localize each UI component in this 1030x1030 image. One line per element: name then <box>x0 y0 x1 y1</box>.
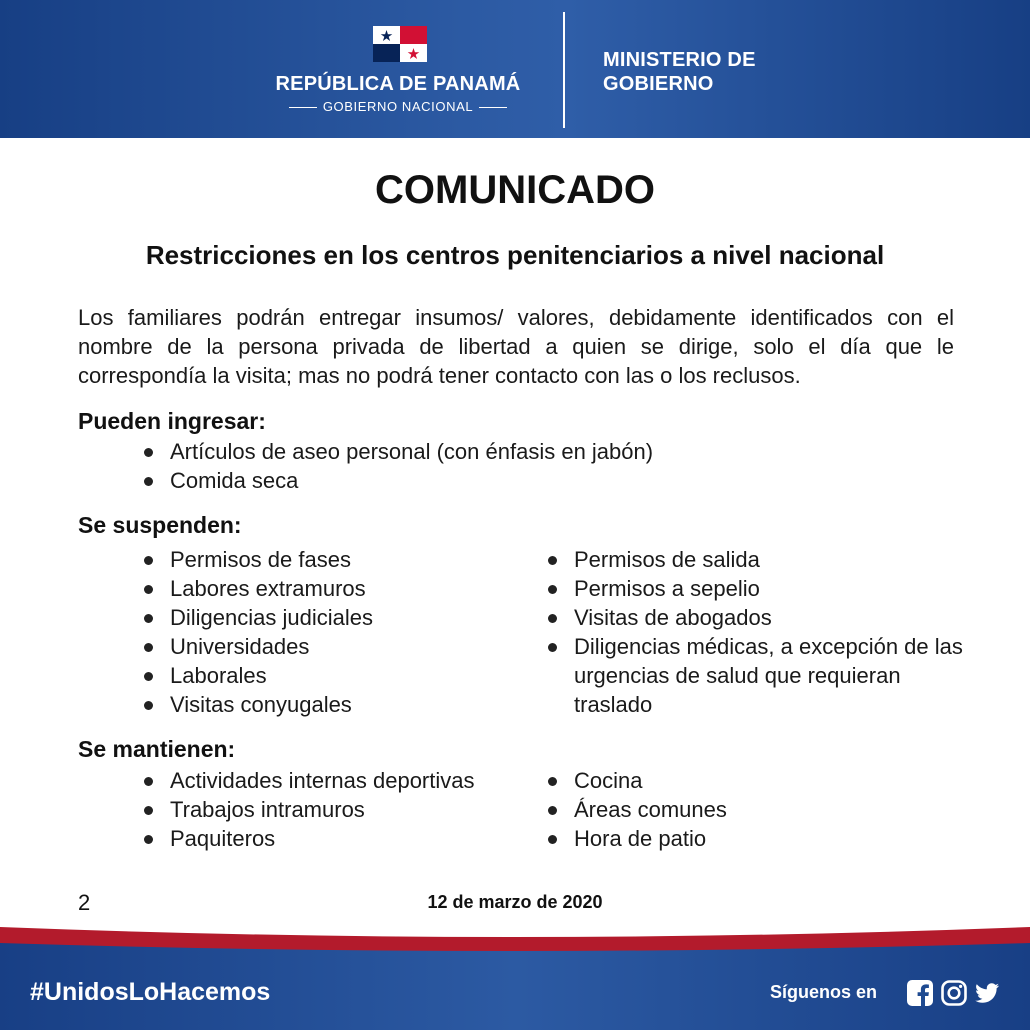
panama-flag-icon <box>373 26 427 62</box>
facebook-icon[interactable] <box>906 979 934 1007</box>
list-mantienen-right <box>546 766 976 853</box>
list-item: Permisos de fases <box>142 545 532 574</box>
list-item: Diligencias médicas, a excepción de las urgencias de salud que requieran traslado <box>546 632 976 719</box>
header-divider <box>563 12 565 128</box>
section-heading-suspenden: Se suspenden: <box>78 512 242 538</box>
list-item: Visitas conyugales <box>142 690 532 719</box>
publication-date: 12 de marzo de 2020 <box>427 892 603 912</box>
list-item: Hora de patio <box>546 824 976 853</box>
intro-paragraph: Los familiares podrán entregar insumos/ valores, debidamente identificados con el nombre de la persona privada de libertad a quien se dirige, solo el día que le correspondía la visita; mas no podrá tener contacto con las o los reclusos. <box>78 305 954 388</box>
list-item: Cocina <box>546 766 976 795</box>
list-item: Artículos de aseo personal (con énfasis en jabón) <box>142 437 902 466</box>
list-item: Diligencias judiciales <box>142 603 532 632</box>
instagram-icon[interactable] <box>940 979 968 1007</box>
list-item: Laborales <box>142 661 532 690</box>
header-banner <box>0 0 1030 138</box>
list-item: Comida seca <box>142 466 902 495</box>
ministry-line-2: GOBIERNO <box>603 73 714 95</box>
hashtag: #UnidosLoHacemos <box>30 978 271 1006</box>
ministry-name <box>603 48 756 96</box>
list-item: Actividades internas deportivas <box>142 766 532 795</box>
page-number: 2 <box>78 890 91 915</box>
list-pueden <box>142 437 902 495</box>
section-heading-mantienen: Se mantienen: <box>78 736 236 762</box>
list-item: Visitas de abogados <box>546 603 976 632</box>
ministry-line-1: MINISTERIO DE <box>603 49 756 71</box>
section-heading-pueden: Pueden ingresar: <box>78 408 266 434</box>
list-item: Universidades <box>142 632 532 661</box>
country-name: REPÚBLICA DE PANAMÁ <box>275 73 521 95</box>
rule-right <box>479 107 507 108</box>
list-item: Labores extramuros <box>142 574 532 603</box>
page-subtitle: Restricciones en los centros penitenciarios a nivel nacional <box>145 240 885 270</box>
twitter-icon[interactable] <box>973 979 1001 1007</box>
page-title: COMUNICADO <box>375 168 655 212</box>
rule-left <box>289 107 317 108</box>
government-text: GOBIERNO NACIONAL <box>322 99 474 114</box>
list-item: Permisos a sepelio <box>546 574 976 603</box>
list-item: Paquiteros <box>142 824 532 853</box>
list-item: Permisos de salida <box>546 545 976 574</box>
list-suspenden-right <box>546 545 976 719</box>
list-mantienen-left <box>142 766 532 853</box>
follow-label: Síguenos en <box>770 982 878 1002</box>
government-label <box>250 99 546 114</box>
list-item: Áreas comunes <box>546 795 976 824</box>
list-suspenden-left <box>142 545 532 719</box>
list-item: Trabajos intramuros <box>142 795 532 824</box>
